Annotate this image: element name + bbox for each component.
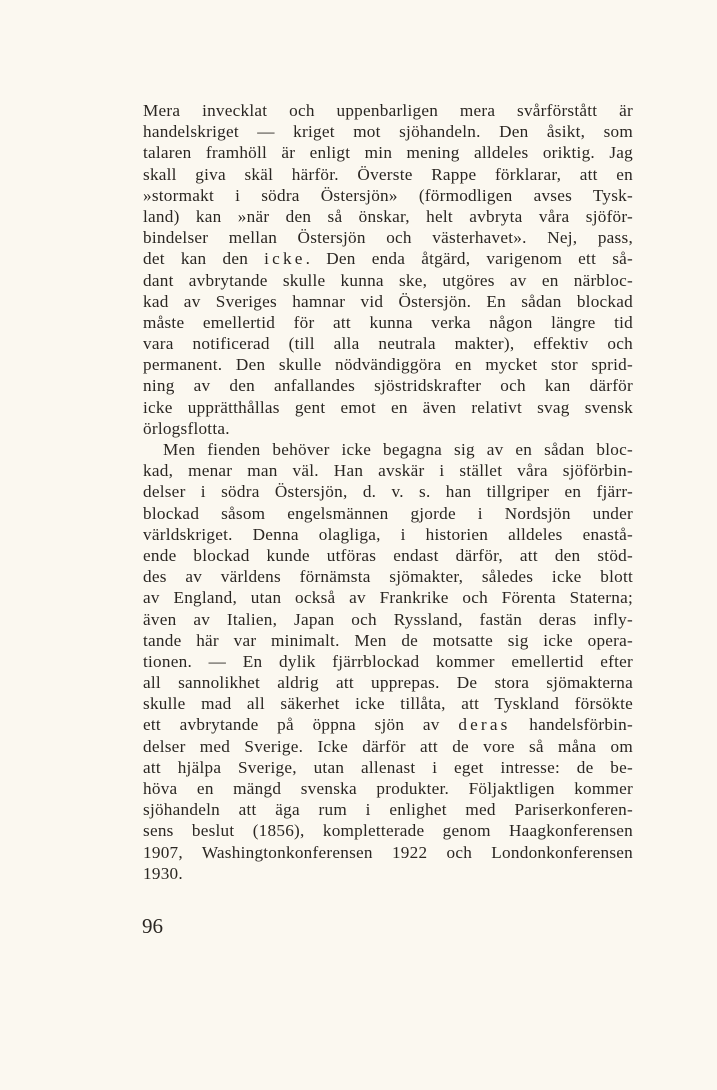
text-line: kad av Sveriges hamnar vid Östersjön. En sådan blockad <box>143 291 633 311</box>
text-line: »stormakt i södra Östersjön» (förmodligen avses Tysk- <box>143 185 633 205</box>
page-number: 96 <box>142 914 163 938</box>
text-line: kad, menar man väl. Han avskär i stället våra sjöförbin- <box>143 461 633 481</box>
text-line: blockad såsom engelsmännen gjorde i Nordsjön under <box>143 503 633 523</box>
text-line: all sannolikhet aldrig att upprepas. De stora sjömakterna <box>143 673 633 693</box>
text-line: tionen. — En dylik fjärrblockad kommer emellertid efter <box>143 651 633 671</box>
text-line: land) kan »när den så önskar, helt avbryta våra sjöför- <box>143 206 633 226</box>
text-line: skulle mad all säkerhet icke tillåta, att Tyskland försökte <box>143 694 633 714</box>
text-line: Men fienden behöver icke begagna sig av en sådan bloc- <box>163 440 633 459</box>
text-line: av England, utan också av Frankrike och Förenta Staterna; <box>143 588 633 608</box>
text-line: att hjälpa Sverige, utan allenast i eget intresse: de be- <box>143 757 633 777</box>
text-line: måste emellertid för att kunna verka någon längre tid <box>143 312 633 332</box>
text-line: delser med Sverige. Icke därför att de vore så måna om <box>143 736 633 756</box>
text-line: handelskriget — kriget mot sjöhandeln. Den åsikt, som <box>143 122 633 142</box>
body-text <box>143 100 633 884</box>
text-fragment: . Den enda åtgärd, varigenom ett så- <box>305 249 633 269</box>
text-line: tande här var minimalt. Men de motsatte sig icke opera- <box>143 630 633 650</box>
text-line: 1907, Washingtonkonferensen 1922 och Londonkonferensen <box>143 842 633 862</box>
text-line: delser i södra Östersjön, d. v. s. han tillgriper en fjärr- <box>143 482 633 502</box>
text-line: icke upprätthållas gent emot en även relativt svag svensk <box>143 397 633 417</box>
text-line: sjöhandeln att äga rum i enlighet med Pariserkonferen- <box>143 800 633 820</box>
emphasized-word: icke <box>264 249 306 269</box>
text-line: sens beslut (1856), kompletterade genom Haagkonferensen <box>143 821 633 841</box>
text-line: dant avbrytande skulle kunna ske, utgöres av en närbloc- <box>143 270 633 290</box>
text-line: även av Italien, Japan och Ryssland, fastän deras infly- <box>143 609 633 629</box>
text-fragment: det kan den <box>143 249 265 269</box>
text-line <box>143 714 633 735</box>
text-line: Mera invecklat och uppenbarligen mera svårförstått är <box>143 101 633 120</box>
text-fragment: handelsförbin- <box>510 715 634 735</box>
text-line: permanent. Den skulle nödvändiggöra en mycket stor sprid- <box>143 355 633 375</box>
text-line: talaren framhöll är enligt min mening alldeles oriktig. Jag <box>143 143 633 163</box>
text-line: örlogsflotta. <box>143 418 230 438</box>
text-line: 1930. <box>143 863 183 883</box>
text-line: världskriget. Denna olagliga, i historien alldeles enastå- <box>143 524 633 544</box>
text-line: des av världens förnämsta sjömakter, således icke blott <box>143 567 633 587</box>
text-line: skall giva skäl härför. Överste Rappe förklarar, att en <box>143 164 633 184</box>
text-line <box>143 248 633 269</box>
text-fragment: ett avbrytande på öppna sjön av <box>143 715 459 735</box>
text-line: ende blockad kunde utföras endast därför, att den stöd- <box>143 545 633 565</box>
text-line: bindelser mellan Östersjön och västerhavet». Nej, pass, <box>143 228 633 248</box>
text-line: ning av den anfallandes sjöstridskrafter och kan därför <box>143 376 633 396</box>
text-line: höva en mängd svenska produkter. Följaktligen kommer <box>143 779 633 798</box>
text-line: vara notificerad (till alla neutrala makter), effektiv och <box>143 334 633 354</box>
emphasized-word: deras <box>458 715 511 735</box>
